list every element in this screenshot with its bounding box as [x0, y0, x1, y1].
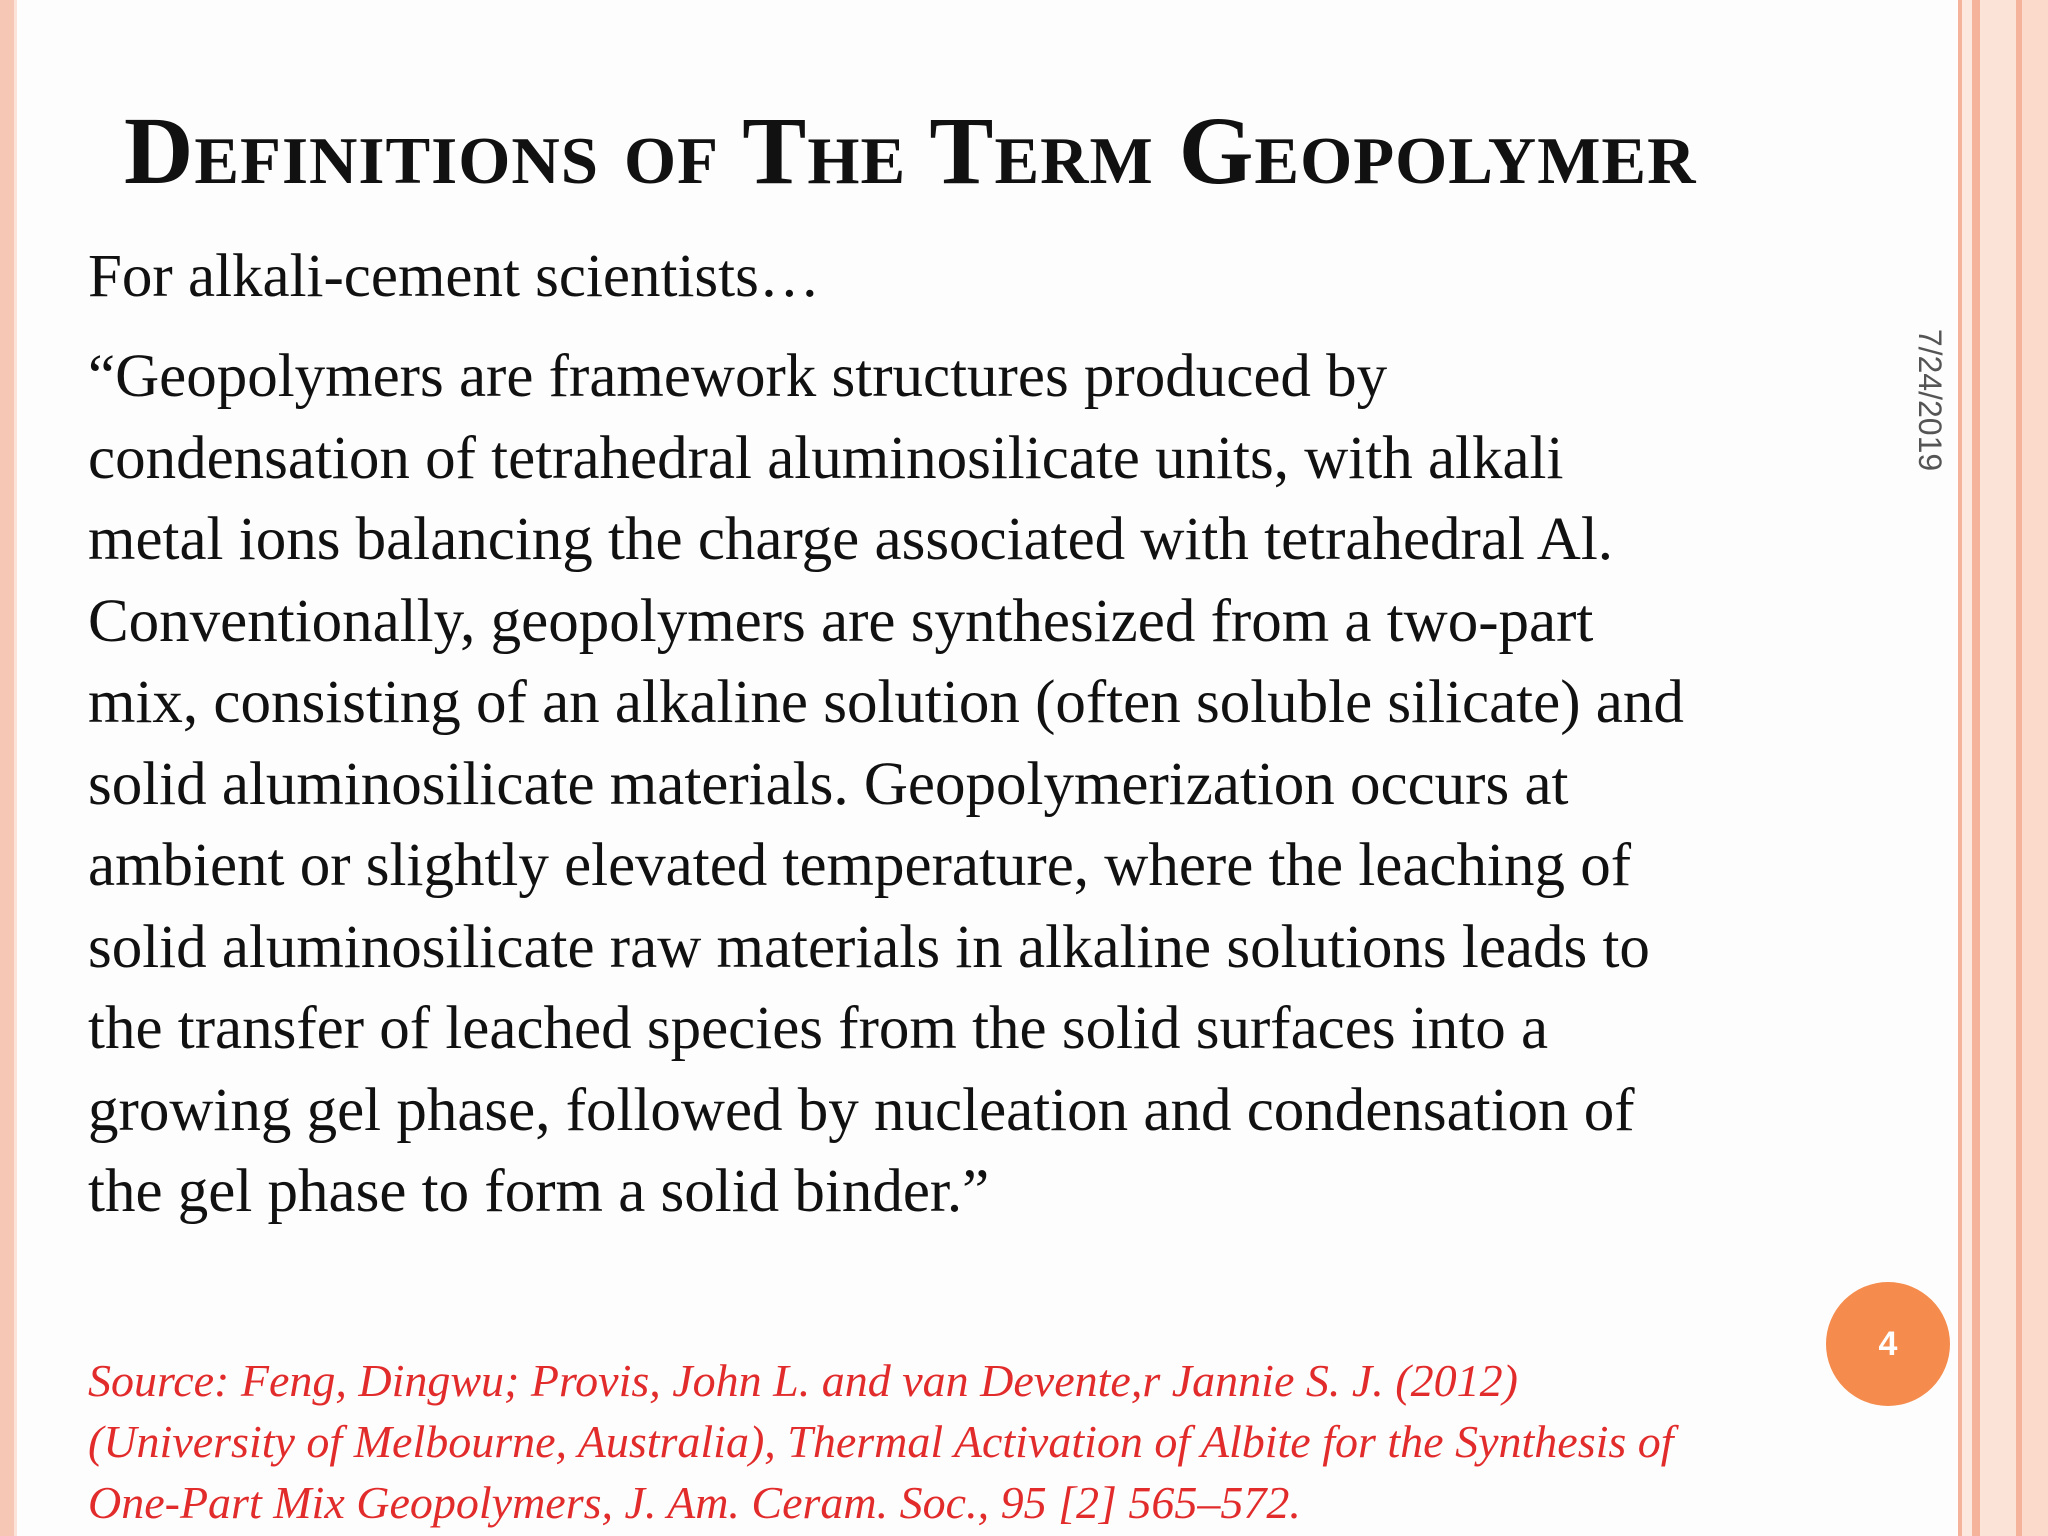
quote-line: the transfer of leached species from the solid surfaces into a — [88, 995, 1549, 1062]
intro-text: For alkali-cement scientists… — [88, 243, 820, 310]
source-line: One-Part Mix Geopolymers, J. Am. Ceram. Soc., 95 [2] 565–572. — [88, 1477, 1301, 1528]
quote-line: solid aluminosilicate materials. Geopolymerization occurs at — [88, 750, 1569, 818]
quote-line: condensation of tetrahedral aluminosilicate units, with alkali — [88, 424, 1564, 492]
right-stripe-decoration — [1980, 0, 2016, 1536]
quote-line: ambient or slightly elevated temperature, where the leaching of — [88, 832, 1632, 899]
quote-line: “Geopolymers are framework structures produced by — [88, 343, 1388, 410]
quote-line: the gel phase to form a solid binder.” — [88, 1158, 990, 1225]
slide-date: 7/24/2019 — [1912, 328, 1948, 472]
quote-line: growing gel phase, followed by nucleation and condensation of — [88, 1076, 1635, 1144]
right-stripe-decoration — [1972, 0, 1980, 1536]
quote-line: metal ions balancing the charge associated with tetrahedral Al. — [88, 506, 1614, 573]
quote-line: Conventionally, geopolymers are synthesized from a two-part — [88, 587, 1594, 655]
left-border-decoration — [0, 0, 17, 1536]
source-citation — [88, 1350, 1908, 1533]
source-line: Source: Feng, Dingwu; Provis, John L. and van Devente,r Jannie S. J. (2012) — [88, 1355, 1518, 1406]
right-stripe-decoration — [1962, 0, 1972, 1536]
source-line: (University of Melbourne, Australia), Thermal Activation of Albite for the Synthesis of — [88, 1416, 1674, 1467]
quote-line: solid aluminosilicate raw materials in alkaline solutions leads to — [88, 913, 1650, 981]
definition-quote — [88, 336, 1888, 1233]
slide-title: Definitions of The Term Geopolymer — [124, 97, 1697, 204]
right-stripe-decoration — [2022, 0, 2048, 1536]
quote-line: mix, consisting of an alkaline solution (often soluble silicate) and — [88, 669, 1684, 736]
page-number-badge: 4 — [1826, 1282, 1950, 1406]
